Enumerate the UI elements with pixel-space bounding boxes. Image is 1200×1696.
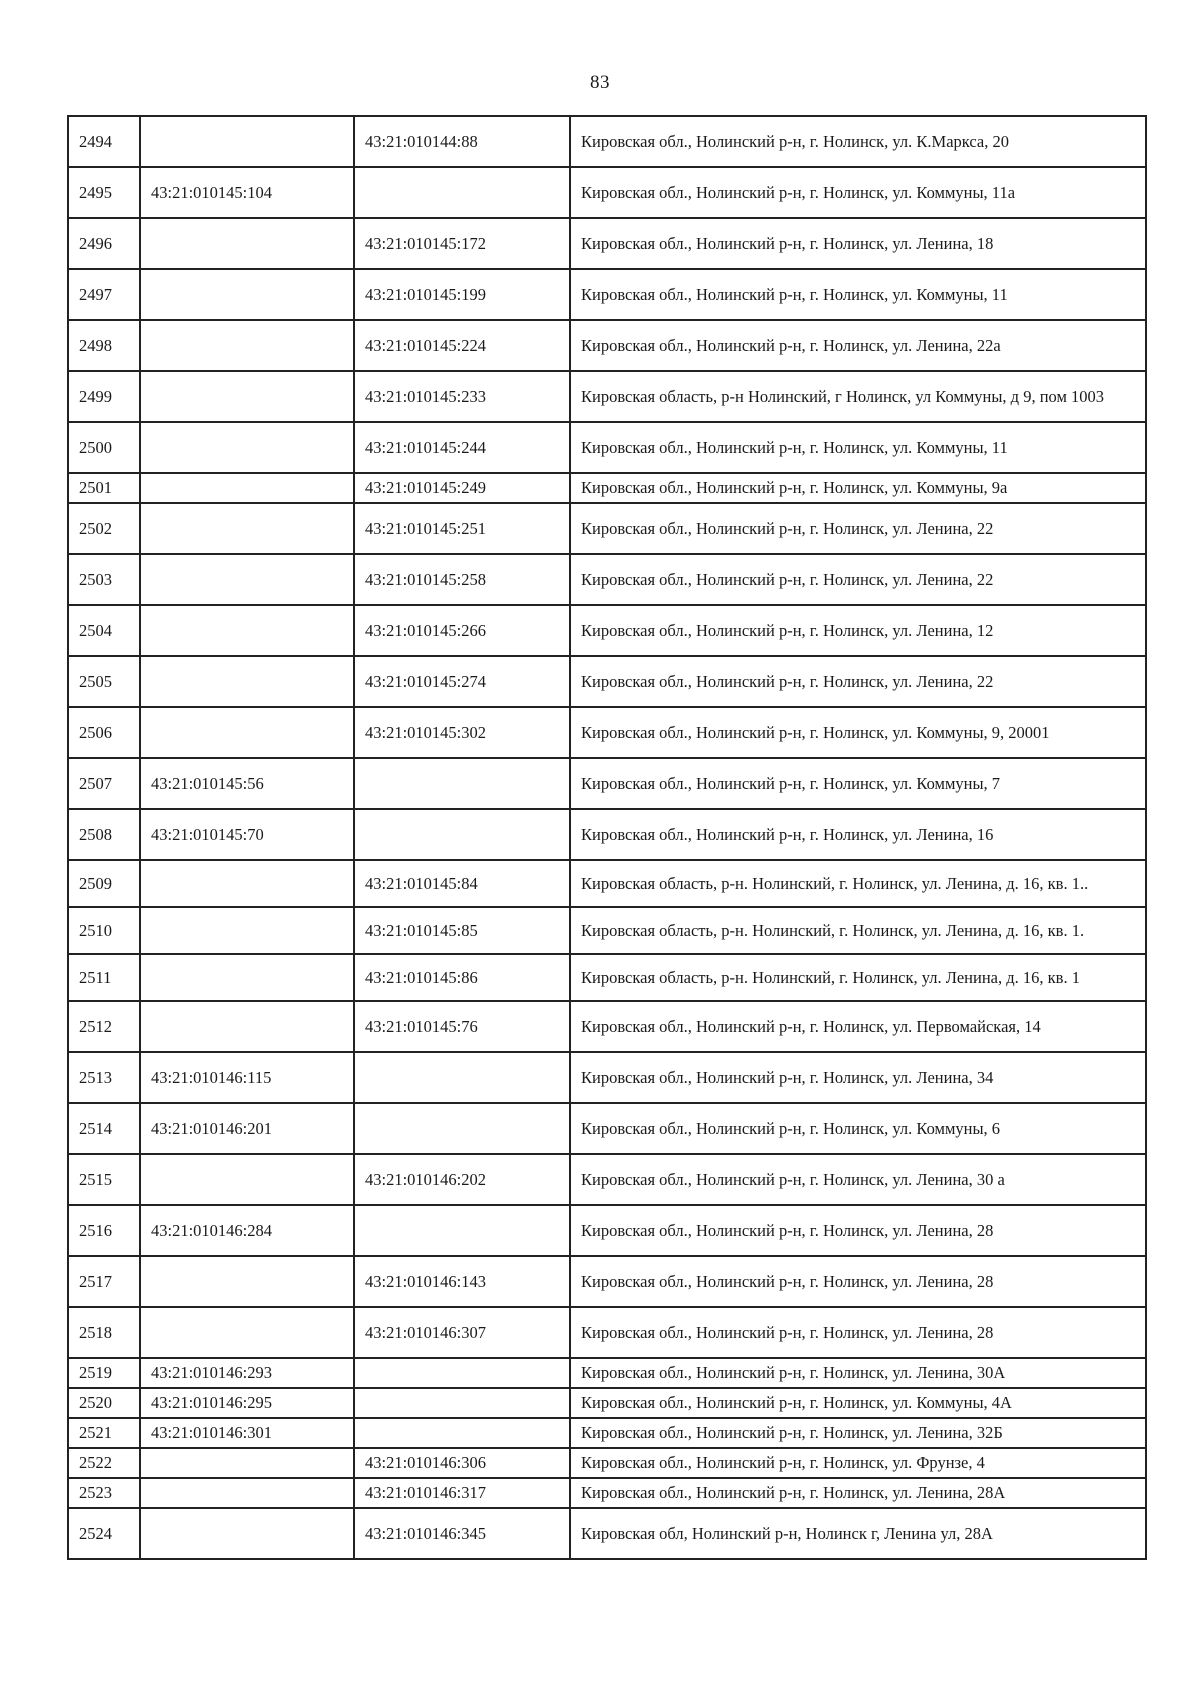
table-row	[68, 656, 1146, 707]
cadastral-number-alt-cell: 43:21:010145:249	[354, 473, 570, 503]
row-number-cell: 2507	[68, 758, 140, 809]
address-cell: Кировская обл., Нолинский р-н, г. Нолинск, ул. Ленина, 28А	[570, 1478, 1146, 1508]
row-number-cell: 2509	[68, 860, 140, 907]
cadastral-number-alt-cell: 43:21:010145:85	[354, 907, 570, 954]
cadastral-number-alt-cell	[354, 1418, 570, 1448]
cadastral-number-cell	[140, 1154, 354, 1205]
address-cell: Кировская обл., Нолинский р-н, г. Нолинск, ул. Коммуны, 11	[570, 269, 1146, 320]
address-cell: Кировская область, р-н Нолинский, г Нолинск, ул Коммуны, д 9, пом 1003	[570, 371, 1146, 422]
address-cell: Кировская область, р-н. Нолинский, г. Нолинск, ул. Ленина, д. 16, кв. 1	[570, 954, 1146, 1001]
cadastral-number-alt-cell	[354, 758, 570, 809]
cadastral-number-cell	[140, 1508, 354, 1559]
cadastral-number-alt-cell: 43:21:010146:345	[354, 1508, 570, 1559]
cadastral-number-alt-cell: 43:21:010146:202	[354, 1154, 570, 1205]
cadastral-number-alt-cell: 43:21:010146:143	[354, 1256, 570, 1307]
cadastral-number-alt-cell: 43:21:010146:306	[354, 1448, 570, 1478]
address-cell: Кировская обл., Нолинский р-н, г. Нолинск, ул. Коммуны, 11	[570, 422, 1146, 473]
cadastral-number-cell	[140, 707, 354, 758]
cadastral-number-cell	[140, 371, 354, 422]
row-number-cell: 2516	[68, 1205, 140, 1256]
cadastral-number-cell	[140, 269, 354, 320]
cadastral-number-alt-cell	[354, 809, 570, 860]
row-number-cell: 2519	[68, 1358, 140, 1388]
table-row	[68, 860, 1146, 907]
table-row	[68, 758, 1146, 809]
cadastral-number-cell	[140, 1001, 354, 1052]
cadastral-number-cell	[140, 554, 354, 605]
cadastral-number-cell	[140, 503, 354, 554]
table-row	[68, 218, 1146, 269]
cadastral-number-cell: 43:21:010145:104	[140, 167, 354, 218]
table-row	[68, 269, 1146, 320]
row-number-cell: 2505	[68, 656, 140, 707]
row-number-cell: 2513	[68, 1052, 140, 1103]
row-number-cell: 2503	[68, 554, 140, 605]
cadastral-number-cell	[140, 907, 354, 954]
cadastral-number-cell	[140, 218, 354, 269]
cadastral-number-cell	[140, 1307, 354, 1358]
table-row	[68, 473, 1146, 503]
property-registry-table	[67, 115, 1147, 1560]
row-number-cell: 2518	[68, 1307, 140, 1358]
cadastral-number-cell: 43:21:010145:70	[140, 809, 354, 860]
table-row	[68, 1358, 1146, 1388]
address-cell: Кировская обл., Нолинский р-н, г. Нолинск, ул. Коммуны, 4А	[570, 1388, 1146, 1418]
row-number-cell: 2494	[68, 116, 140, 167]
row-number-cell: 2501	[68, 473, 140, 503]
table-body	[68, 116, 1146, 1559]
cadastral-number-alt-cell	[354, 1388, 570, 1418]
cadastral-number-cell	[140, 116, 354, 167]
cadastral-number-cell: 43:21:010146:293	[140, 1358, 354, 1388]
row-number-cell: 2512	[68, 1001, 140, 1052]
table-row	[68, 1508, 1146, 1559]
address-cell: Кировская обл., Нолинский р-н, г. Нолинск, ул. Коммуны, 6	[570, 1103, 1146, 1154]
cadastral-number-alt-cell: 43:21:010145:224	[354, 320, 570, 371]
row-number-cell: 2495	[68, 167, 140, 218]
table-row	[68, 503, 1146, 554]
row-number-cell: 2497	[68, 269, 140, 320]
cadastral-number-cell: 43:21:010145:56	[140, 758, 354, 809]
address-cell: Кировская обл., Нолинский р-н, г. Нолинск, ул. К.Маркса, 20	[570, 116, 1146, 167]
row-number-cell: 2521	[68, 1418, 140, 1448]
address-cell: Кировская обл., Нолинский р-н, г. Нолинск, ул. Ленина, 18	[570, 218, 1146, 269]
row-number-cell: 2523	[68, 1478, 140, 1508]
row-number-cell: 2510	[68, 907, 140, 954]
address-cell: Кировская обл., Нолинский р-н, г. Нолинск, ул. Ленина, 16	[570, 809, 1146, 860]
table-row	[68, 1418, 1146, 1448]
row-number-cell: 2500	[68, 422, 140, 473]
row-number-cell: 2514	[68, 1103, 140, 1154]
cadastral-number-cell	[140, 473, 354, 503]
address-cell: Кировская обл., Нолинский р-н, г. Нолинск, ул. Коммуны, 9, 20001	[570, 707, 1146, 758]
table-row	[68, 1256, 1146, 1307]
table-row	[68, 167, 1146, 218]
address-cell: Кировская обл., Нолинский р-н, г. Нолинск, ул. Ленина, 28	[570, 1307, 1146, 1358]
cadastral-number-cell	[140, 605, 354, 656]
cadastral-number-alt-cell	[354, 1052, 570, 1103]
cadastral-number-alt-cell: 43:21:010146:317	[354, 1478, 570, 1508]
address-cell: Кировская обл., Нолинский р-н, г. Нолинск, ул. Фрунзе, 4	[570, 1448, 1146, 1478]
cadastral-number-alt-cell: 43:21:010145:251	[354, 503, 570, 554]
cadastral-number-alt-cell: 43:21:010146:307	[354, 1307, 570, 1358]
cadastral-number-alt-cell: 43:21:010145:199	[354, 269, 570, 320]
table-row	[68, 1388, 1146, 1418]
cadastral-number-alt-cell: 43:21:010145:274	[354, 656, 570, 707]
table-row	[68, 907, 1146, 954]
cadastral-number-cell	[140, 860, 354, 907]
address-cell: Кировская обл., Нолинский р-н, г. Нолинск, ул. Ленина, 12	[570, 605, 1146, 656]
cadastral-number-alt-cell: 43:21:010145:84	[354, 860, 570, 907]
address-cell: Кировская обл, Нолинский р-н, Нолинск г, Ленина ул, 28А	[570, 1508, 1146, 1559]
table-row	[68, 809, 1146, 860]
cadastral-number-alt-cell	[354, 1103, 570, 1154]
cadastral-number-alt-cell: 43:21:010145:86	[354, 954, 570, 1001]
cadastral-number-cell	[140, 1256, 354, 1307]
row-number-cell: 2520	[68, 1388, 140, 1418]
address-cell: Кировская обл., Нолинский р-н, г. Нолинск, ул. Ленина, 28	[570, 1205, 1146, 1256]
cadastral-number-cell: 43:21:010146:295	[140, 1388, 354, 1418]
address-cell: Кировская обл., Нолинский р-н, г. Нолинск, ул. Коммуны, 7	[570, 758, 1146, 809]
table-row	[68, 320, 1146, 371]
table-row	[68, 116, 1146, 167]
table-row	[68, 954, 1146, 1001]
address-cell: Кировская обл., Нолинский р-н, г. Нолинск, ул. Ленина, 30 а	[570, 1154, 1146, 1205]
address-cell: Кировская обл., Нолинский р-н, г. Нолинск, ул. Ленина, 32Б	[570, 1418, 1146, 1448]
address-cell: Кировская обл., Нолинский р-н, г. Нолинск, ул. Ленина, 30А	[570, 1358, 1146, 1388]
address-cell: Кировская обл., Нолинский р-н, г. Нолинск, ул. Ленина, 22а	[570, 320, 1146, 371]
cadastral-number-cell: 43:21:010146:115	[140, 1052, 354, 1103]
table-row	[68, 422, 1146, 473]
table-row	[68, 1001, 1146, 1052]
address-cell: Кировская область, р-н. Нолинский, г. Нолинск, ул. Ленина, д. 16, кв. 1..	[570, 860, 1146, 907]
cadastral-number-alt-cell: 43:21:010145:258	[354, 554, 570, 605]
table-row	[68, 1154, 1146, 1205]
cadastral-number-alt-cell: 43:21:010145:266	[354, 605, 570, 656]
cadastral-number-alt-cell: 43:21:010145:172	[354, 218, 570, 269]
cadastral-number-alt-cell: 43:21:010145:244	[354, 422, 570, 473]
table-row	[68, 1307, 1146, 1358]
row-number-cell: 2508	[68, 809, 140, 860]
address-cell: Кировская обл., Нолинский р-н, г. Нолинск, ул. Ленина, 28	[570, 1256, 1146, 1307]
table-row	[68, 1103, 1146, 1154]
table-row	[68, 1052, 1146, 1103]
address-cell: Кировская обл., Нолинский р-н, г. Нолинск, ул. Ленина, 22	[570, 503, 1146, 554]
table-row	[68, 371, 1146, 422]
cadastral-number-alt-cell: 43:21:010144:88	[354, 116, 570, 167]
cadastral-number-alt-cell: 43:21:010145:302	[354, 707, 570, 758]
row-number-cell: 2524	[68, 1508, 140, 1559]
row-number-cell: 2502	[68, 503, 140, 554]
address-cell: Кировская обл., Нолинский р-н, г. Нолинск, ул. Первомайская, 14	[570, 1001, 1146, 1052]
row-number-cell: 2504	[68, 605, 140, 656]
cadastral-number-cell	[140, 1448, 354, 1478]
row-number-cell: 2499	[68, 371, 140, 422]
table-row	[68, 554, 1146, 605]
table-row	[68, 605, 1146, 656]
address-cell: Кировская обл., Нолинский р-н, г. Нолинск, ул. Ленина, 22	[570, 656, 1146, 707]
table-row	[68, 1448, 1146, 1478]
table-row	[68, 1205, 1146, 1256]
cadastral-number-alt-cell: 43:21:010145:233	[354, 371, 570, 422]
address-cell: Кировская область, р-н. Нолинский, г. Нолинск, ул. Ленина, д. 16, кв. 1.	[570, 907, 1146, 954]
cadastral-number-alt-cell: 43:21:010145:76	[354, 1001, 570, 1052]
address-cell: Кировская обл., Нолинский р-н, г. Нолинск, ул. Ленина, 22	[570, 554, 1146, 605]
cadastral-number-cell	[140, 422, 354, 473]
page-number: 83	[590, 72, 610, 93]
row-number-cell: 2511	[68, 954, 140, 1001]
address-cell: Кировская обл., Нолинский р-н, г. Нолинск, ул. Коммуны, 9а	[570, 473, 1146, 503]
cadastral-number-cell	[140, 1478, 354, 1508]
cadastral-number-alt-cell	[354, 1358, 570, 1388]
cadastral-number-alt-cell	[354, 1205, 570, 1256]
row-number-cell: 2498	[68, 320, 140, 371]
row-number-cell: 2522	[68, 1448, 140, 1478]
cadastral-number-cell: 43:21:010146:301	[140, 1418, 354, 1448]
table-row	[68, 1478, 1146, 1508]
address-cell: Кировская обл., Нолинский р-н, г. Нолинск, ул. Ленина, 34	[570, 1052, 1146, 1103]
cadastral-number-cell: 43:21:010146:201	[140, 1103, 354, 1154]
address-cell: Кировская обл., Нолинский р-н, г. Нолинск, ул. Коммуны, 11а	[570, 167, 1146, 218]
cadastral-number-cell	[140, 320, 354, 371]
cadastral-number-cell: 43:21:010146:284	[140, 1205, 354, 1256]
row-number-cell: 2515	[68, 1154, 140, 1205]
cadastral-number-cell	[140, 954, 354, 1001]
cadastral-number-cell	[140, 656, 354, 707]
row-number-cell: 2506	[68, 707, 140, 758]
row-number-cell: 2517	[68, 1256, 140, 1307]
cadastral-number-alt-cell	[354, 167, 570, 218]
table-row	[68, 707, 1146, 758]
row-number-cell: 2496	[68, 218, 140, 269]
